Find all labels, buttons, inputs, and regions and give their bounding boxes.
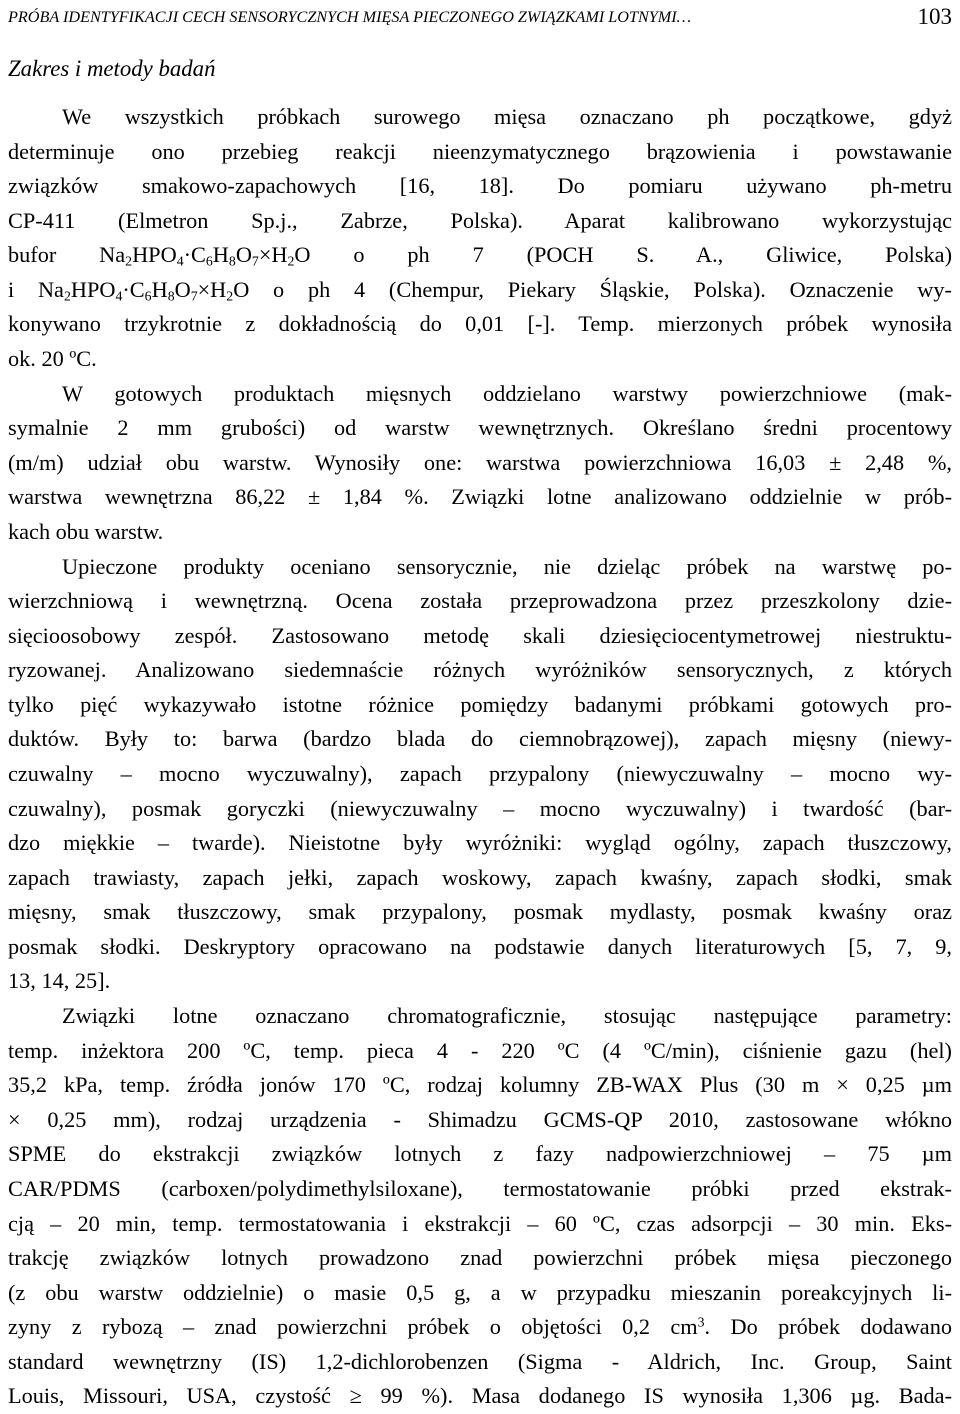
page-number: 103 xyxy=(917,4,952,29)
text-line: temp. inżektora 200 ºC, temp. pieca 4 - 220 ºC (4 ºC/min), ciśnienie gazu (hel) xyxy=(8,1037,952,1063)
text-line: czuwalny), posmak goryczki (niewyczuwalny – mocno wyczuwalny) i twardość (bar- xyxy=(8,795,952,821)
text-line: czuwalny – mocno wyczuwalny), zapach przypalony (niewyczuwalny – mocno wy- xyxy=(8,760,952,786)
text-fragment: zyny z rybozą – znad powierzchni próbek o objętości 0,2 cm xyxy=(8,1314,698,1340)
text-line: Związki lotne oznaczano chromatograficznie, stosując następujące parametry: xyxy=(62,1003,952,1029)
body-text xyxy=(8,100,952,1414)
text-line-formula xyxy=(8,238,952,273)
text-line: standard wewnętrzny (IS) 1,2-dichlorobenzen (Sigma - Aldrich, Inc. Group, Saint xyxy=(8,1348,952,1374)
chemical-formula: $Na_2HPO_4\cdot C_6H_8O_7\times H_2$ xyxy=(99,242,295,269)
text-line: Upieczone produkty oceniano sensorycznie, nie dzieląc próbek na warstwę po- xyxy=(62,553,952,579)
text-line: dzo miękkie – twarde). Nieistotne były wyróżniki: wygląd ogólny, zapach tłuszczowy, xyxy=(8,830,952,856)
text-line: CP-411 (Elmetron Sp.j., Zabrze, Polska). Aparat kalibrowano wykorzystując xyxy=(8,207,952,233)
running-header xyxy=(8,4,952,30)
text-line: warstwa wewnętrzna 86,22 ± 1,84 %. Związki lotne analizowano oddzielnie w prób- xyxy=(8,484,952,510)
text-fragment: bufor xyxy=(8,242,57,268)
text-line-formula xyxy=(8,273,952,308)
header-title: PRÓBA IDENTYFIKACJI CECH SENSORYCZNYCH MIĘSA PIECZONEGO ZWIĄZKAMI LOTNYMI… xyxy=(8,8,692,26)
text-line: tylko pięć wykazywało istotne różnice pomiędzy badanymi próbkami gotowych pro- xyxy=(8,691,952,717)
chemical-formula: i $Na_2HPO_4\cdot C_6H_8O_7\times H_2$ xyxy=(8,276,234,304)
text-line: (m/m) udział obu warstw. Wynosiły one: warstwa powierzchniowa 16,03 ± 2,48 %, xyxy=(8,449,952,475)
section-heading: Zakres i metody badań xyxy=(8,56,216,81)
superscript-exponent: 3 xyxy=(697,1314,705,1330)
text-line: Louis, Missouri, USA, czystość ≥ 99 %). Masa dodanego IS wynosiła 1,306 µg. Bada- xyxy=(8,1383,952,1409)
text-line: ryzowanej. Analizowano siedemnaście różnych wyróżników sensorycznych, z których xyxy=(8,657,952,683)
text-line: kach obu warstw. xyxy=(8,518,164,544)
text-fragment: O o ph 4 (Chempur, Piekary Śląskie, Polska). Oznaczenie wy- xyxy=(233,276,952,302)
text-fragment: O o ph 7 (POCH S. A., Gliwice, Polska) xyxy=(294,242,953,268)
text-line: trakcję związków lotnych prowadzono znad powierzchni próbek mięsa pieczonego xyxy=(8,1245,952,1271)
text-line: 35,2 kPa, temp. źródła jonów 170 ºC, rodzaj kolumny ZB-WAX Plus (30 m × 0,25 µm xyxy=(8,1072,952,1098)
text-line: W gotowych produktach mięsnych oddzielano warstwy powierzchniowe (mak- xyxy=(62,380,952,406)
text-line: wierzchniową i wewnętrzną. Ocena została przeprowadzona przez przeszkolony dzie- xyxy=(8,588,952,614)
text-line: zapach trawiasty, zapach jełki, zapach woskowy, zapach kwaśny, zapach słodki, smak xyxy=(8,864,952,890)
text-line-superscript xyxy=(8,1310,952,1345)
text-line: mięsny, smak tłuszczowy, smak przypalony, posmak mydlasty, posmak kwaśny oraz xyxy=(8,899,952,925)
text-line: SPME do ekstrakcji związków lotnych z fazy nadpowierzchniowej – 75 µm xyxy=(8,1141,952,1167)
text-line: symalnie 2 mm grubości) od warstw wewnętrznych. Określano średni procentowy xyxy=(8,415,952,441)
text-line: ok. 20 ºC. xyxy=(8,346,97,372)
text-line: sięcioosobowy zespół. Zastosowano metodę skali dziesięciocentymetrowej niestruktu- xyxy=(8,622,952,648)
text-fragment: . Do próbek dodawano xyxy=(704,1314,952,1340)
text-line: (z obu warstw oddzielnie) o masie 0,5 g, a w przypadku mieszanin poreakcyjnych li- xyxy=(8,1279,952,1305)
text-line: 13, 14, 25]. xyxy=(8,968,111,994)
text-line: × 0,25 mm), rodzaj urządzenia - Shimadzu GCMS-QP 2010, zastosowane włókno xyxy=(8,1106,952,1132)
text-line: posmak słodki. Deskryptory opracowano na podstawie danych literaturowych [5, 7, 9, xyxy=(8,933,952,959)
text-line: determinuje ono przebieg reakcji nieenzymatycznego brązowienia i powstawanie xyxy=(8,138,952,164)
text-line: konywano trzykrotnie z dokładnością do 0,01 [-]. Temp. mierzonych próbek wynosiła xyxy=(8,311,952,337)
text-line: We wszystkich próbkach surowego mięsa oznaczano ph początkowe, gdyż xyxy=(62,104,952,129)
text-line: duktów. Były to: barwa (bardzo blada do ciemnobrązowej), zapach mięsny (niewy- xyxy=(8,726,952,752)
text-line: CAR/PDMS (carboxen/polydimethylsiloxane), termostatowanie próbki przed ekstrak- xyxy=(8,1175,952,1201)
text-line: cją – 20 min, temp. termostatowania i ekstrakcji – 60 ºC, czas adsorpcji – 30 min. Eks- xyxy=(8,1210,952,1236)
text-line: związków smakowo-zapachowych [16, 18]. Do pomiaru używano ph-metru xyxy=(8,173,952,199)
